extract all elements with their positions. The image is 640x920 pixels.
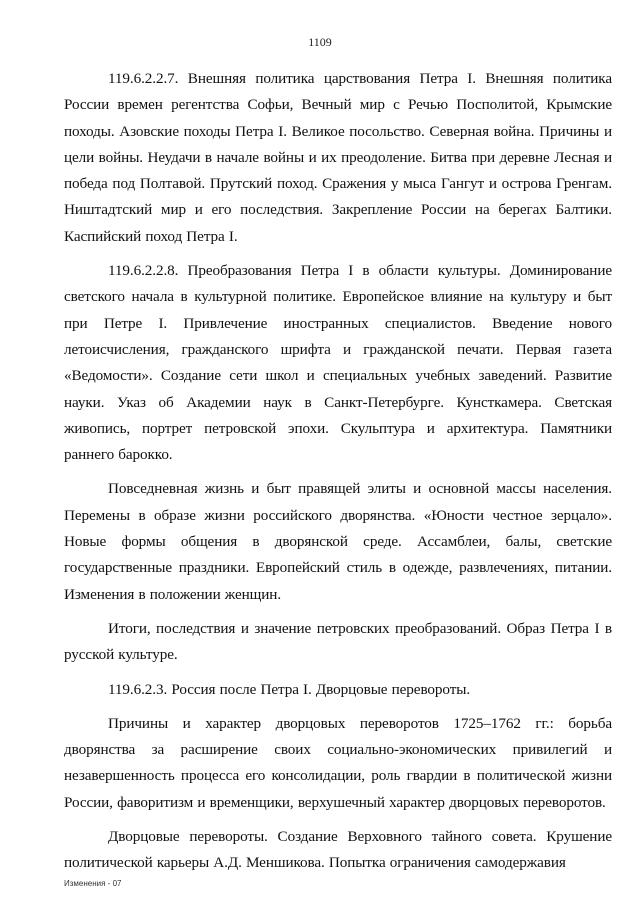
paragraph-coups: Дворцовые перевороты. Создание Верховного тайного совета. Крушение политической карьеры А.Д. Меншикова. Попытка ограничения самодержавия <box>64 828 612 872</box>
section-heading-palace-coups: 119.6.2.3. Россия после Петра I. Дворцовые перевороты. <box>108 680 471 698</box>
page-content <box>64 66 612 885</box>
paragraph-results: Итоги, последствия и значение петровских преобразований. Образ Петра I в русской культуре. <box>64 619 612 664</box>
paragraph-daily-life: Повседневная жизнь и быт правящей элиты и основной массы населения. Перемены в образе жизни российского дворянства. «Юности честное зерцало». Новые формы общения в дворянской среде. Ассамблеи, балы, светские государственные праздники. Европейский стиль в одежде, развлечениях, питании. Изменения в положении женщин. <box>64 480 612 603</box>
page-footer: Изменения - 07 <box>64 879 122 888</box>
page-number: 1109 <box>308 35 332 49</box>
paragraph-coup-causes: Причины и характер дворцовых переворотов 1725–1762 гг.: борьба дворянства за расширение своих социально-экономических привилегий и незавершенность процесса его консолидации, роль гвардии в политической жизни России, фаворитизм и временщики, верхушечный характер дворцовых переворотов. <box>64 714 612 811</box>
paragraph-culture-reforms: 119.6.2.2.8. Преобразования Петра I в области культуры. Доминирование светского начала в культурной политике. Европейское влияние на культуру и быт при Петре I. Привлечение иностранных специалистов. Введение нового летоисчисления, гражданского шрифта и гражданской печати. Первая газета «Ведомости». Создание сети школ и специальных учебных заведений. Развитие науки. Указ об Академии наук в Санкт-Петербурге. Кунсткамера. Светская живопись, портрет петровской эпохи. Скульптура и архитектура. Памятники раннего барокко. <box>64 262 612 464</box>
paragraph-foreign-policy: 119.6.2.2.7. Внешняя политика царствования Петра I. Внешняя политика России времен регентства Софьи, Вечный мир с Речью Посполитой, Крымские походы. Азовские походы Петра I. Великое посольство. Северная война. Причины и цели войны. Неудачи в начале войны и их преодоление. Битва при деревне Лесная и победа под Полтавой. Прутский поход. Сражения у мыса Гангут и острова Гренгам. Ништадтский мир и его последствия. Закрепление России на берегах Балтики. Каспийский поход Петра I. <box>64 70 612 245</box>
